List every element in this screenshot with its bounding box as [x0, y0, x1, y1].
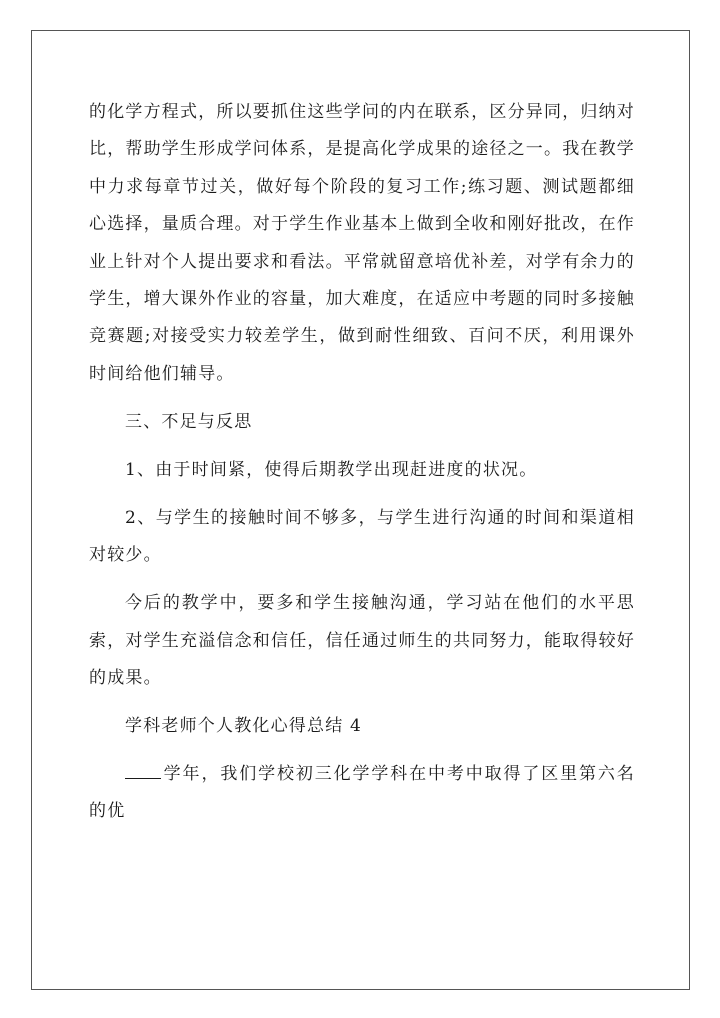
section-title-summary-4: 学科老师个人教化心得总结 4 — [125, 716, 363, 737]
document-body — [89, 94, 635, 841]
fill-in-blank — [125, 777, 161, 779]
paragraph-exam-results-text: 学年，我们学校初三化学学科在中考中取得了区里第六名的优 — [89, 764, 635, 822]
list-item-2: 2、与学生的接触时间不够多，与学生进行沟通的时间和渠道相对较少。 — [89, 507, 635, 566]
paragraph-teaching-methods: 的化学方程式，所以要抓住这些学问的内在联系，区分异同，归纳对比，帮助学生形成学问体系，是提高化学成果的途径之一。我在教学中力求每章节过关，做好每个阶段的复习工作;练习题、测试题都细心选择，量质合理。对于学生作业基本上做到全收和刚好批改，在作业上针对个人提出要求和看法。平常就留意培优补差，对学有余力的学生，增大课外作业的容量，加大难度，在适应中考题的同时多接触竞赛题;对接受实力较差学生，做到耐性细致、百问不厌，利用课外时间给他们辅导。 — [89, 102, 635, 384]
section-heading-shortcomings: 三、不足与反思 — [125, 411, 253, 432]
paragraph-future-plans: 今后的教学中，要多和学生接触沟通，学习站在他们的水平思索，对学生充溢信念和信任，信任通过师生的共同努力，能取得较好的成果。 — [89, 593, 635, 689]
list-item-1: 1、由于时间紧，使得后期教学出现赶进度的状况。 — [125, 459, 538, 480]
paragraph-exam-results — [89, 756, 635, 831]
